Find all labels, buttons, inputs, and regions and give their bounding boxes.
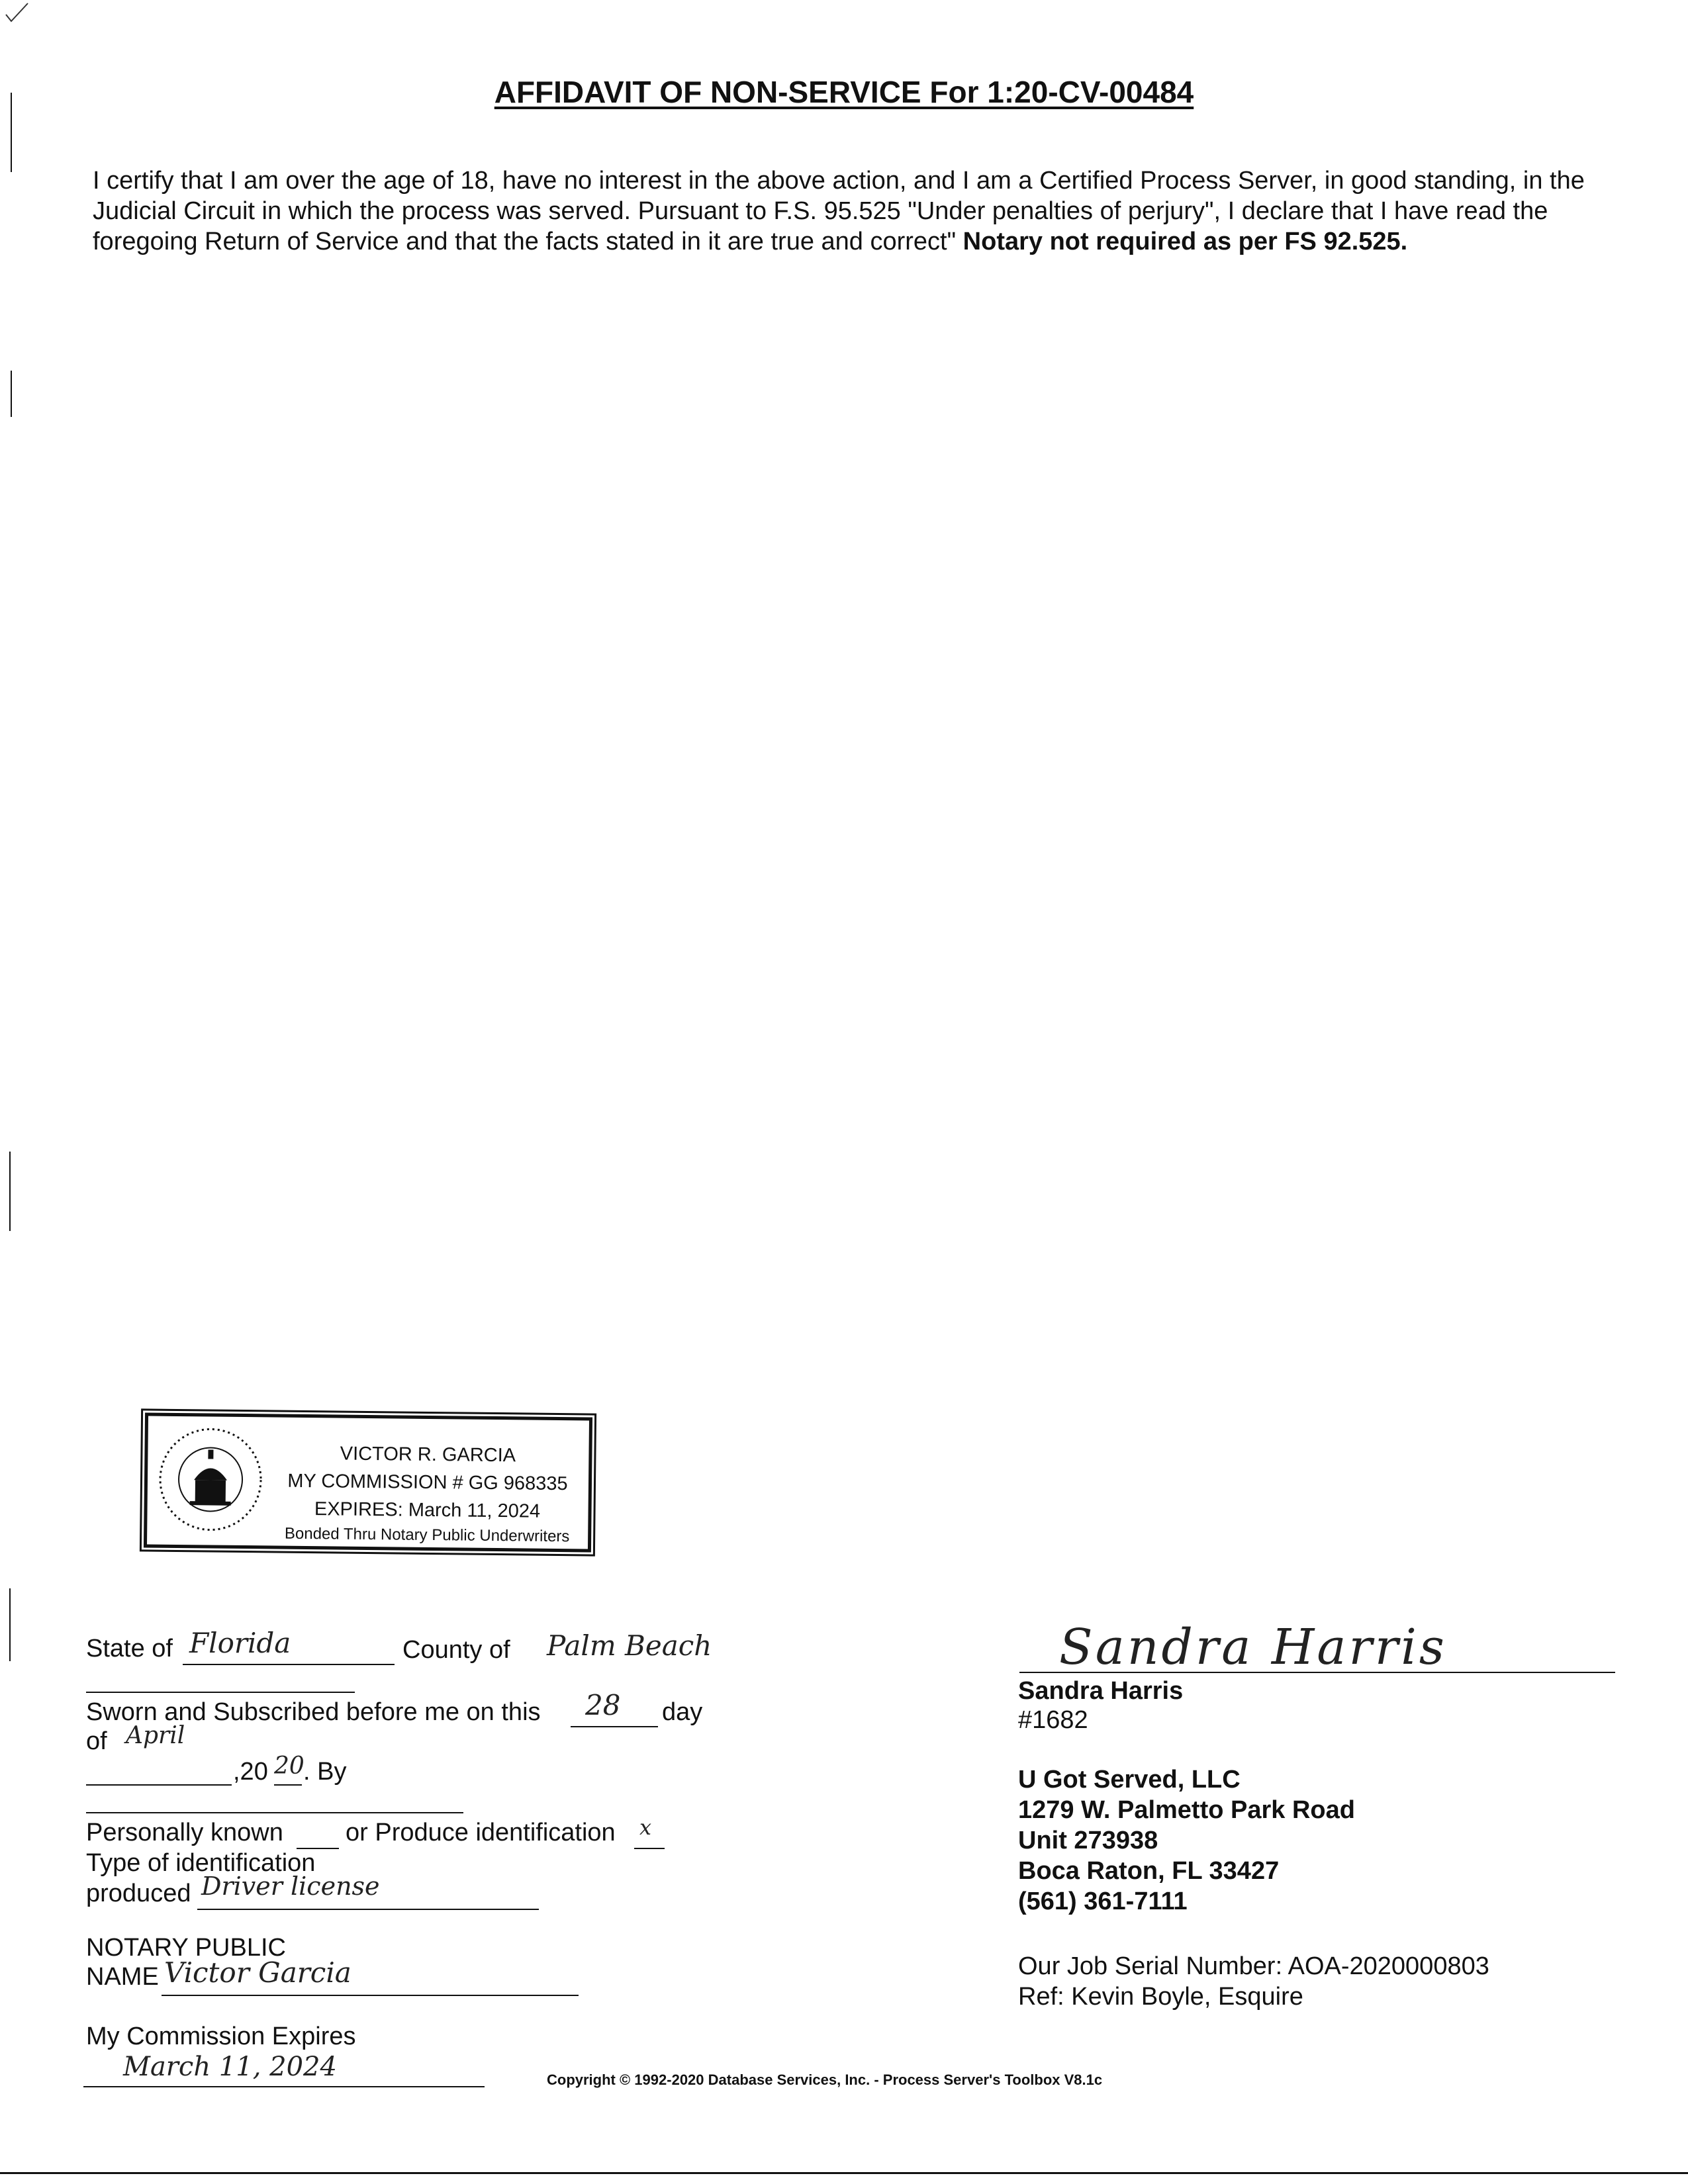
checkmark-scan-mark <box>4 1 30 25</box>
day-value: 28 <box>585 1689 621 1721</box>
server-signature <box>1019 1555 1615 1674</box>
left-margin-scan-line <box>11 371 12 417</box>
commission-expires-value: March 11, 2024 <box>123 2052 337 2082</box>
year-field <box>274 1752 305 1786</box>
commission-expires-label: My Commission Expires <box>86 2023 356 2050</box>
server-id: #1682 <box>1018 1706 1088 1734</box>
produce-id-field <box>634 1815 665 1849</box>
stamp-bonded: Bonded Thru Notary Public Underwriters <box>284 1524 570 1546</box>
notary-public-label: NOTARY PUBLIC <box>86 1934 286 1962</box>
county-value: Palm Beach <box>547 1629 712 1662</box>
produced-label: produced <box>86 1880 191 1907</box>
id-type-value: Driver license <box>201 1872 380 1901</box>
stamp-expiration: EXPIRES: March 11, 2024 <box>314 1498 541 1522</box>
company-phone: (561) 361-7111 <box>1018 1888 1188 1915</box>
personally-known-label: Personally known <box>86 1819 283 1846</box>
notary-name-label: NAME <box>86 1963 159 1991</box>
commission-expires-field <box>83 2052 485 2087</box>
sworn-top-rule <box>86 1692 355 1693</box>
job-serial-number: Our Job Serial Number: AOA-2020000803 <box>1018 1952 1489 1980</box>
state-label: State of <box>86 1635 173 1662</box>
notary-seal-icon <box>156 1426 265 1534</box>
of-label: of <box>86 1727 107 1755</box>
stamp-notary-name: VICTOR R. GARCIA <box>340 1443 516 1467</box>
notary-name-value: Victor Garcia <box>164 1956 352 1989</box>
bottom-edge-scan-line <box>0 2172 1688 2174</box>
produce-id-label: or Produce identification <box>346 1819 616 1846</box>
copyright-footer: Copyright © 1992-2020 Database Services, Inc. - Process Server's Toolbox V8.1c <box>547 2071 1103 2088</box>
company-address-1: 1279 W. Palmetto Park Road <box>1018 1796 1355 1824</box>
company-address-2: Unit 273938 <box>1018 1827 1158 1854</box>
personally-known-blank <box>297 1819 339 1849</box>
stamp-commission-number: MY COMMISSION # GG 968335 <box>287 1470 568 1495</box>
by-label: . By <box>303 1758 347 1786</box>
day-field <box>571 1689 658 1727</box>
year-blank <box>86 1756 232 1786</box>
notary-stamp <box>144 1412 592 1552</box>
type-id-label: Type of identification <box>86 1849 316 1877</box>
sworn-label: Sworn and Subscribed before me on this <box>86 1698 541 1726</box>
signature-rule <box>1019 1672 1615 1673</box>
certification-text: I certify that I am over the age of 18, have no interest in the above action, and I am a Certified Process Server, in good standing, in the Judicial Circuit in which the process was served. Pursuant to F.S. 95.525 "Under penalties of perjury", I declare that I have read the foregoing Return of Service and that the facts stated in it are true and correct" <box>93 167 1585 255</box>
year-value: 20 <box>274 1752 305 1780</box>
state-value: Florida <box>189 1627 291 1659</box>
id-type-field <box>197 1872 539 1910</box>
notary-name-field <box>162 1955 579 1996</box>
notary-not-required-text: Notary not required as per FS 92.525. <box>962 228 1408 255</box>
left-margin-scan-line <box>9 1152 11 1231</box>
page-title: AFFIDAVIT OF NON-SERVICE For 1:20-CV-00484 <box>494 75 1194 109</box>
month-value: April <box>126 1722 185 1749</box>
server-name: Sandra Harris <box>1018 1677 1184 1705</box>
reference: Ref: Kevin Boyle, Esquire <box>1018 1983 1303 2011</box>
certification-paragraph <box>93 165 1628 257</box>
company-name: U Got Served, LLC <box>1018 1766 1241 1794</box>
signature-script: Sandra Harris <box>1059 1619 1447 1676</box>
company-city-state-zip: Boca Raton, FL 33427 <box>1018 1857 1280 1885</box>
year-prefix: ,20 <box>233 1758 268 1786</box>
state-field <box>183 1629 395 1665</box>
day-label: day <box>662 1698 703 1726</box>
by-signature-rule <box>86 1812 463 1813</box>
produce-id-mark: x <box>639 1815 652 1840</box>
left-margin-scan-line <box>9 1588 11 1661</box>
county-label: County of <box>402 1636 510 1664</box>
